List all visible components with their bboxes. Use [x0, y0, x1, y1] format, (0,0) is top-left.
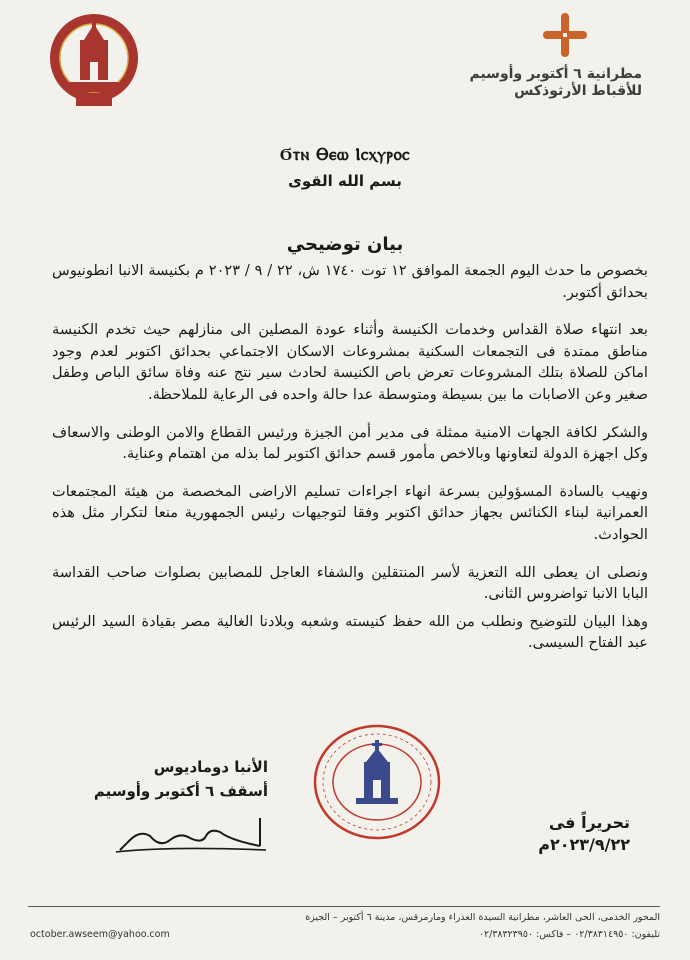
signatory-title: أسقف ٦ أكتوبر وأوسيم — [93, 782, 268, 800]
footer — [30, 912, 660, 940]
paragraph: ونهيب بالسادة المسؤولين بسرعة انهاء اجراءات تسليم الاراضى المخصصة من هيئة المجتمعات العمرانية لبناء الكنائس بجهاز حدائق اكتوبر وفقا لتوجيهات رئيس الجمهورية منعا لتكرار مثل هذه الحوادث. — [52, 482, 648, 543]
coptic-invocation: Ϭⲧⲛ Ⲑⲉⲱ Ⲓⲥⲭⲩⲣⲟⲥ — [279, 145, 411, 165]
paragraph: بخصوص ما حدث اليوم الجمعة الموافق ١٢ توت ١٧٤٠ ش، ٢٢ / ٩ / ٢٠٢٣ م بكنيسة الانبا انطونيوس بحدائق أكتوبر. — [52, 262, 648, 301]
signatory-name: الأنبا دوماديوس — [153, 758, 268, 776]
footer-phones: تليفون: ٠٢/٣٨٣١٤٩٥٠ – فاكس: ٠٢/٣٨٣٢٣٩٥٠ — [478, 929, 660, 940]
footer-divider — [28, 906, 660, 907]
paragraph: بعد انتهاء صلاة القداس وخدمات الكنيسة وأثناء عودة المصلين الى منازلهم حيث تخدم الكنيسة مناطق ممتدة فى التجمعات السكنية بمشروعات الاسكان الاجتماعي بحدائق اكتوبر لعدم وجود اماكن للصلاة بتلك المشروعات تعرض باص الكنيسة لحادث سير نتج عنه وفاة سائق الباص وطفل صغير وعن الاصابات ما بين بسيطة ومتوسطة عدا حالة واحده فى الرعاية للملاحظة. — [52, 321, 648, 403]
diocese-line-2: للأقباط الأرثوذكس — [514, 83, 642, 99]
paragraph: ونصلى ان يعطى الله التعزية لأسر المنتقلين والشفاء العاجل للمصابين بصلوات صاحب القداسة البابا الانبا تواضروس الثانى. — [52, 563, 648, 603]
date-block — [510, 812, 630, 856]
diocese-name — [422, 66, 642, 100]
footer-email: october.awseem@yahoo.com — [30, 929, 170, 940]
church-logo-icon — [40, 10, 148, 110]
date-label: تحريراً فى — [548, 813, 630, 832]
diocese-line-1: مطرانية ٦ أكتوبر وأوسيم — [469, 66, 642, 82]
date-value: ٢٠٢٣/٩/٢٢م — [538, 835, 630, 854]
document-body — [52, 260, 648, 654]
paragraph: وهذا البيان للتوضيح ونطلب من الله حفظ كنيسته وشعبه وبلادنا الغالية مصر بقيادة السيد الرئيس عبد الفتاح السيسى. — [52, 612, 648, 652]
official-seal-icon — [312, 722, 442, 842]
coptic-cross-icon — [542, 12, 588, 58]
document-title: بيان توضيحي — [286, 234, 404, 255]
handwritten-signature — [110, 810, 270, 856]
signatory — [48, 755, 268, 803]
paragraph: والشكر لكافة الجهات الامنية ممثلة فى مدير أمن الجيزة ورئيس القطاع والامن الوطنى والاسعاف وكل اجهزة الدولة لتعاونها وبالاخص مأمور قسم حدائق اكتوبر لما بذله من اهتمام وعناية. — [52, 423, 648, 463]
footer-address: المحور الخدمى، الحى العاشر، مطرانية السيدة العذراء ومارمرقس، مدينة ٦ أكتوبر – الجيزة — [305, 912, 660, 923]
basmala: بسم الله القوى — [288, 172, 402, 190]
